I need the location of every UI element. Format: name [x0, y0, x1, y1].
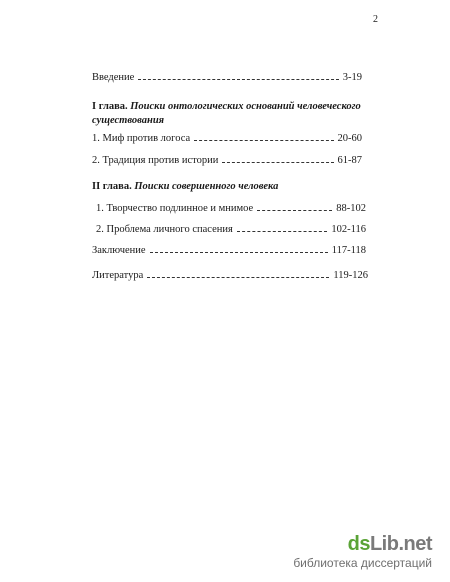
- chapter-2-heading: [92, 180, 392, 194]
- chapter-number: I глава.: [92, 101, 128, 112]
- page-number: 2: [373, 14, 378, 25]
- chapter-title: Поиски онтологических оснований человеческого существования: [92, 101, 361, 126]
- dslib-subtitle: библиотека диссертаций: [293, 556, 432, 570]
- toc-entry-pages: 117-118: [331, 245, 366, 256]
- dotted-leader: [222, 162, 333, 163]
- toc-entry-conclusion: [92, 245, 366, 256]
- dotted-leader: [147, 277, 329, 278]
- chapter-title: Поиски совершенного человека: [134, 181, 279, 192]
- toc-entry-chapter-1-item-2: [92, 155, 362, 166]
- toc-entry-chapter-2-item-2: [96, 224, 366, 235]
- chapter-number: II глава.: [92, 181, 132, 192]
- toc-entry-label: 1. Миф против логоса: [92, 133, 191, 144]
- toc-entry-label: 1. Творчество подлинное и мнимое: [96, 203, 254, 214]
- toc-entry-pages: 3-19: [342, 72, 362, 83]
- toc-entry-literature: [92, 270, 368, 281]
- dslib-logo: dsLib.net: [347, 533, 432, 555]
- dslib-watermark: [293, 534, 432, 570]
- toc-entry-label: Литература: [92, 270, 144, 281]
- toc-entry-pages: 88-102: [336, 203, 366, 214]
- toc-entry-label: Введение: [92, 72, 135, 83]
- toc-entry-pages: 20-60: [337, 133, 362, 144]
- toc-entry-chapter-1-item-1: [92, 133, 362, 144]
- toc-entry-introduction: [92, 72, 362, 83]
- chapter-1-heading: [92, 100, 392, 128]
- toc-entry-label: 2. Традиция против истории: [92, 155, 219, 166]
- dotted-leader: [257, 210, 332, 211]
- toc-entry-pages: 119-126: [333, 270, 368, 281]
- toc-entry-label: 2. Проблема личного спасения: [96, 224, 233, 235]
- toc-entry-pages: 102-116: [331, 224, 366, 235]
- dotted-leader: [194, 140, 333, 141]
- dotted-leader: [138, 79, 338, 80]
- toc-entry-pages: 61-87: [337, 155, 362, 166]
- toc-entry-chapter-2-item-1: [96, 203, 366, 214]
- dotted-leader: [237, 231, 328, 232]
- toc-entry-label: Заключение: [92, 245, 146, 256]
- dotted-leader: [150, 252, 328, 253]
